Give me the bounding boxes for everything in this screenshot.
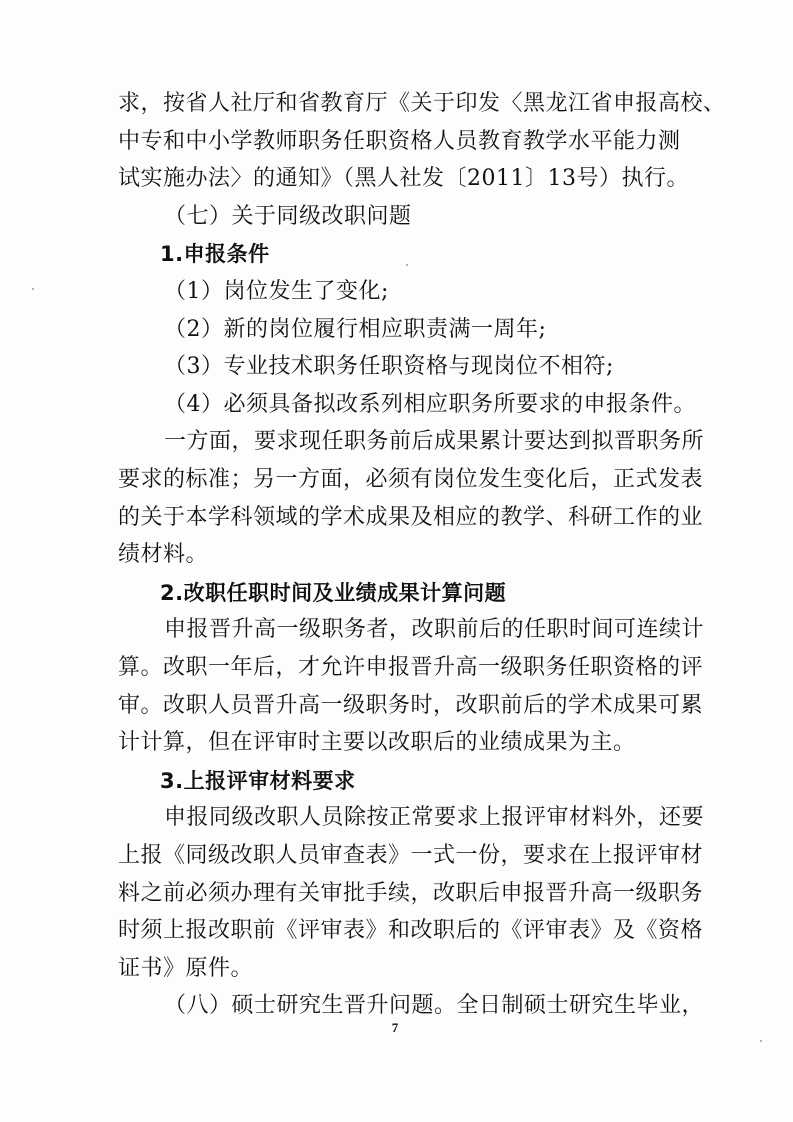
section-heading-7: （七）关于同级改职问题 [164,204,412,229]
text-line-20: 申报同级改职人员除按正常要求上报评审材料外，还要 [164,805,705,830]
text-line-3: 试实施办法〉的通知》（黑人社发〔2011〕13号）执行。 [118,166,689,191]
text-line-15: 申报晋升高一级职务者，改职前后的任职时间可连续计 [164,617,705,642]
subheading-3: 3.上报评审材料要求 [160,769,356,793]
text-line-12: 的关于本学科领域的学术成果及相应的教学、科研工作的业 [118,505,704,530]
text-line-7: （2）新的岗位履行相应职责满一周年; [164,317,547,342]
page-number: 7 [391,1020,399,1035]
text-line-1: 求，按省人社厅和省教育厅《关于印发〈黑龙江省申报高校、 [118,91,726,116]
text-line-17: 审。改职人员晋升高一级职务时，改职前后的学术成果可累 [118,693,704,718]
text-line-18: 计计算，但在评审时主要以改职后的业绩成果为主。 [118,730,636,755]
text-line-9: （4）必须具备拟改系列相应职务所要求的申报条件。 [164,392,696,417]
scan-speck [32,288,34,290]
text-line-16: 算。改职一年后，才允许申报晋升高一级职务任职资格的评 [118,655,704,680]
text-line-2: 中专和中小学教师职务任职资格人员教育教学水平能力测 [118,129,681,154]
text-line-25: （八）硕士研究生晋升问题。全日制硕士研究生毕业， [164,993,705,1018]
text-line-10: 一方面，要求现任职务前后成果累计要达到拟晋职务所 [164,429,705,454]
text-line-6: （1）岗位发生了变化; [164,279,389,304]
text-line-23: 时须上报改职前《评审表》和改职后的《评审表》及《资格 [118,918,704,943]
text-line-24: 证书》原件。 [118,956,254,981]
subheading-2: 2.改职任职时间及业绩成果计算问题 [160,581,507,605]
text-line-8: （3）专业技术职务任职资格与现岗位不相符; [164,354,614,379]
scan-speck [760,1040,762,1042]
text-line-22: 料之前必须办理有关审批手续，改职后申报晋升高一级职务 [118,881,704,906]
subheading-1: 1.申报条件 [160,242,270,266]
text-line-13: 绩材料。 [118,542,209,567]
text-line-21: 上报《同级改职人员审查表》一式一份，要求在上报评审材 [118,843,704,868]
scan-speck [406,264,408,266]
text-line-11: 要求的标准；另一方面，必须有岗位发生变化后，正式发表 [118,467,704,492]
